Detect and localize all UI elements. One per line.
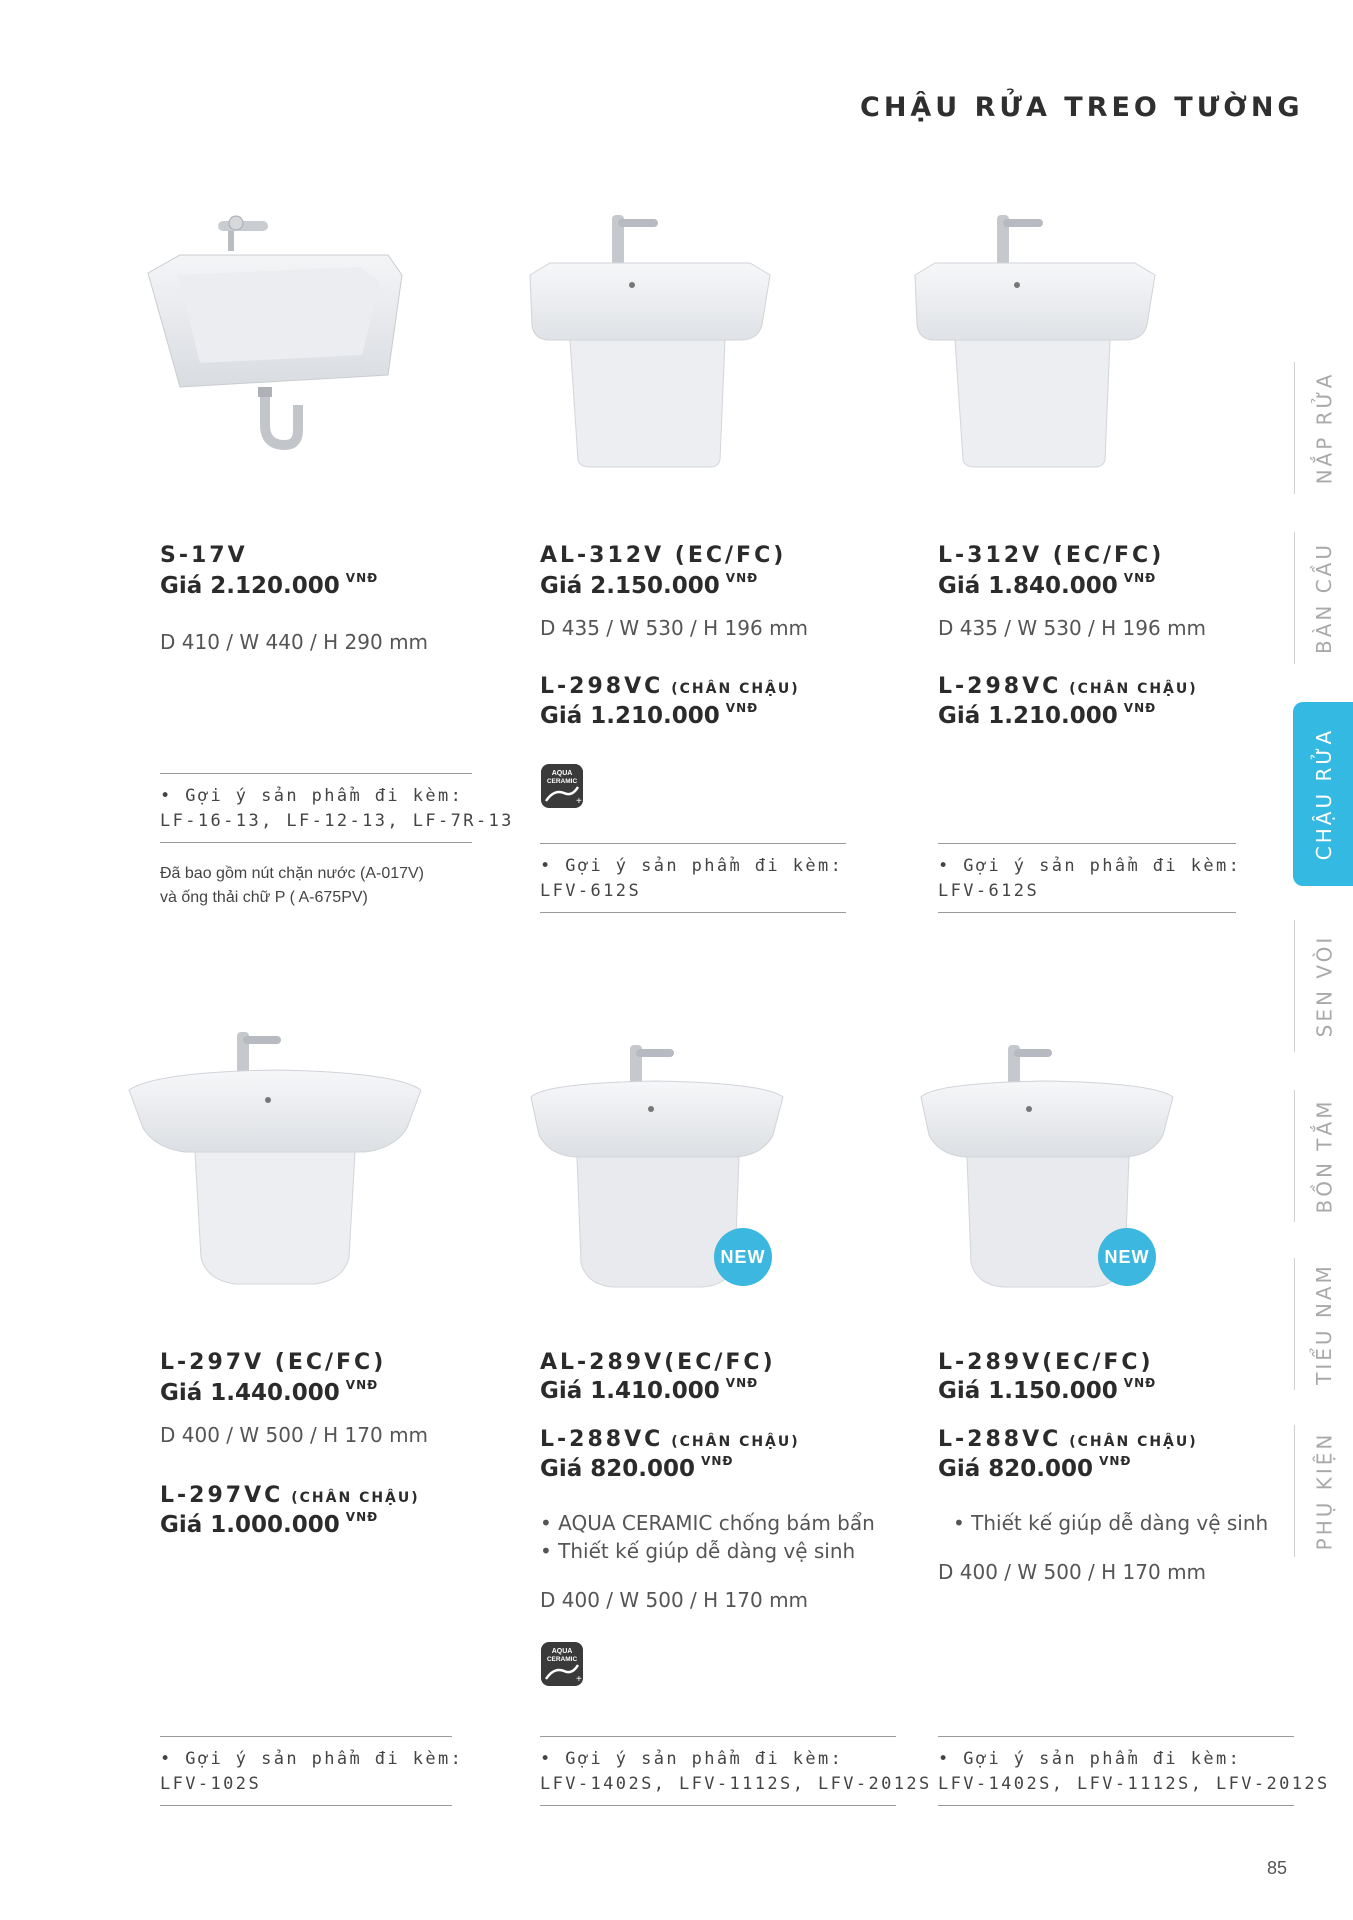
pedestal-label: (CHÂN CHẬU) — [1069, 1434, 1198, 1450]
product-features — [953, 1509, 1268, 1537]
product-code: S-17V — [160, 543, 248, 568]
suggest-list: LFV-1402S, LFV-1112S, LFV-2012S — [938, 1774, 1330, 1794]
side-tab-label: SEN VÒI — [1312, 934, 1336, 1038]
pedestal-price — [540, 1456, 733, 1482]
side-tab-bon-tam[interactable] — [1295, 1090, 1353, 1222]
suggested-products — [938, 843, 1242, 913]
pedestal-label: (CHÂN CHẬU) — [671, 681, 800, 697]
currency-unit: VNĐ — [701, 1454, 734, 1468]
pedestal-code-text: L-298VC — [938, 674, 1062, 699]
product-price — [160, 1380, 378, 1406]
suggest-label: • Gợi ý sản phẩm đi kèm: — [540, 856, 844, 876]
currency-unit: VNĐ — [345, 571, 379, 585]
currency-unit: VNĐ — [1123, 1376, 1157, 1390]
suggested-products — [938, 1736, 1330, 1806]
suggest-label: • Gợi ý sản phẩm đi kèm: — [160, 1749, 464, 1769]
pedestal-code-text: L-288VC — [938, 1427, 1062, 1452]
product-dimensions: D 400 / W 500 / H 170 mm — [540, 1588, 809, 1612]
suggest-list: LFV-612S — [540, 881, 642, 901]
pedestal-code — [540, 1427, 800, 1452]
price-value: Giá 1.440.000 — [160, 1380, 340, 1406]
product-note — [160, 862, 424, 910]
side-tab-label: TIỂU NAM — [1312, 1263, 1336, 1385]
feature-item: • Thiết kế giúp dễ dàng vệ sinh — [540, 1539, 856, 1563]
currency-unit: VNĐ — [1123, 701, 1157, 715]
pedestal-price — [540, 703, 758, 729]
aqua-ceramic-icon — [540, 1641, 584, 1687]
product-price — [540, 573, 758, 599]
suggested-products — [160, 773, 514, 843]
price-value: Giá 1.150.000 — [938, 1378, 1118, 1404]
currency-unit: VNĐ — [725, 1376, 759, 1390]
suggest-list: LFV-1402S, LFV-1112S, LFV-2012S — [540, 1774, 932, 1794]
currency-unit: VNĐ — [725, 571, 759, 585]
side-tab-label: PHỤ KIỆN — [1312, 1431, 1336, 1551]
product-features — [540, 1509, 875, 1565]
product-dimensions: D 400 / W 500 / H 170 mm — [938, 1560, 1207, 1584]
product-dimensions: D 400 / W 500 / H 170 mm — [160, 1423, 429, 1447]
suggest-label: • Gợi ý sản phẩm đi kèm: — [540, 1749, 844, 1769]
price-value: Giá 1.410.000 — [540, 1378, 720, 1404]
product-dimensions: D 435 / W 530 / H 196 mm — [540, 616, 809, 640]
price-value: Giá 2.120.000 — [160, 573, 340, 599]
side-tab-label: CHẬU RỬA — [1312, 727, 1337, 861]
note-line: Đã bao gồm nút chặn nước (A-017V) — [160, 865, 425, 882]
currency-unit: VNĐ — [725, 701, 759, 715]
suggest-label: • Gợi ý sản phẩm đi kèm: — [938, 856, 1242, 876]
side-tab-nap-rua[interactable] — [1295, 362, 1353, 494]
side-tab-label: BÀN CẦU — [1312, 541, 1337, 655]
pedestal-code — [160, 1483, 420, 1508]
price-value: Giá 820.000 — [938, 1456, 1094, 1482]
aqua-ceramic-icon — [540, 763, 584, 809]
product-code: L-297V (EC/FC) — [160, 1350, 387, 1375]
currency-unit: VNĐ — [345, 1378, 379, 1392]
page-number: 85 — [1267, 1858, 1288, 1878]
price-value: Giá 820.000 — [540, 1456, 696, 1482]
suggest-list: LF-16-13, LF-12-13, LF-7R-13 — [160, 811, 514, 831]
price-value: Giá 1.210.000 — [540, 703, 720, 729]
price-value: Giá 1.000.000 — [160, 1512, 340, 1538]
svg-text:+: + — [576, 1674, 582, 1685]
suggested-products — [540, 1736, 932, 1806]
product-code: L-312V (EC/FC) — [938, 543, 1165, 568]
price-value: Giá 1.210.000 — [938, 703, 1118, 729]
pedestal-code — [540, 674, 800, 699]
product-image-l-297v — [125, 1018, 425, 1303]
side-tab-ban-cau[interactable] — [1295, 532, 1353, 664]
svg-text:CERAMIC: CERAMIC — [546, 1656, 578, 1663]
product-price — [540, 1378, 758, 1404]
svg-text:AQUA: AQUA — [551, 1648, 573, 1655]
page-title: CHẬU RỬA TREO TƯỜNG — [860, 92, 1304, 123]
currency-unit: VNĐ — [345, 1510, 379, 1524]
product-price — [160, 573, 378, 599]
pedestal-price — [938, 703, 1156, 729]
suggest-list: LFV-612S — [938, 881, 1040, 901]
side-tab-chau-rua[interactable] — [1293, 702, 1353, 886]
pedestal-code — [938, 674, 1198, 699]
note-line: và ống thải chữ P ( A-675PV) — [160, 889, 368, 906]
pedestal-code-text: L-288VC — [540, 1427, 664, 1452]
product-dimensions: D 410 / W 440 / H 290 mm — [160, 630, 429, 654]
currency-unit: VNĐ — [1123, 571, 1157, 585]
currency-unit: VNĐ — [1099, 1454, 1132, 1468]
svg-text:+: + — [576, 796, 582, 807]
suggest-label: • Gợi ý sản phẩm đi kèm: — [938, 1749, 1242, 1769]
new-badge: NEW — [1098, 1228, 1156, 1286]
new-badge: NEW — [714, 1228, 772, 1286]
product-image-al-312v — [520, 205, 780, 475]
svg-text:AQUA: AQUA — [551, 770, 573, 777]
product-image-s-17v — [140, 205, 410, 475]
side-tab-sen-voi[interactable] — [1295, 920, 1353, 1052]
suggested-products — [160, 1736, 464, 1806]
suggest-list: LFV-102S — [160, 1774, 262, 1794]
side-tab-label: BỒN TẮM — [1312, 1098, 1336, 1214]
product-code: AL-312V (EC/FC) — [540, 543, 787, 568]
product-dimensions: D 435 / W 530 / H 196 mm — [938, 616, 1207, 640]
pedestal-code-text: L-298VC — [540, 674, 664, 699]
pedestal-code — [938, 1427, 1198, 1452]
price-value: Giá 1.840.000 — [938, 573, 1118, 599]
pedestal-code-text: L-297VC — [160, 1483, 284, 1508]
suggest-label: • Gợi ý sản phẩm đi kèm: — [160, 786, 464, 806]
pedestal-price — [938, 1456, 1131, 1482]
pedestal-label: (CHÂN CHẬU) — [1069, 681, 1198, 697]
product-image-l-312v — [905, 205, 1165, 475]
side-tab-label: NẮP RỬA — [1312, 371, 1337, 485]
pedestal-label: (CHÂN CHẬU) — [291, 1490, 420, 1506]
svg-text:CERAMIC: CERAMIC — [546, 778, 578, 785]
pedestal-label: (CHÂN CHẬU) — [671, 1434, 800, 1450]
side-tab-phu-kien[interactable] — [1295, 1425, 1353, 1557]
product-price — [938, 573, 1156, 599]
product-code: AL-289V(EC/FC) — [540, 1350, 776, 1375]
side-tab-tieu-nam[interactable] — [1295, 1258, 1353, 1390]
price-value: Giá 2.150.000 — [540, 573, 720, 599]
feature-item: • AQUA CERAMIC chống bám bẩn — [540, 1511, 875, 1535]
pedestal-price — [160, 1512, 378, 1538]
feature-item: • Thiết kế giúp dễ dàng vệ sinh — [953, 1511, 1269, 1535]
product-code: L-289V(EC/FC) — [938, 1350, 1154, 1375]
suggested-products — [540, 843, 846, 913]
product-price — [938, 1378, 1156, 1404]
